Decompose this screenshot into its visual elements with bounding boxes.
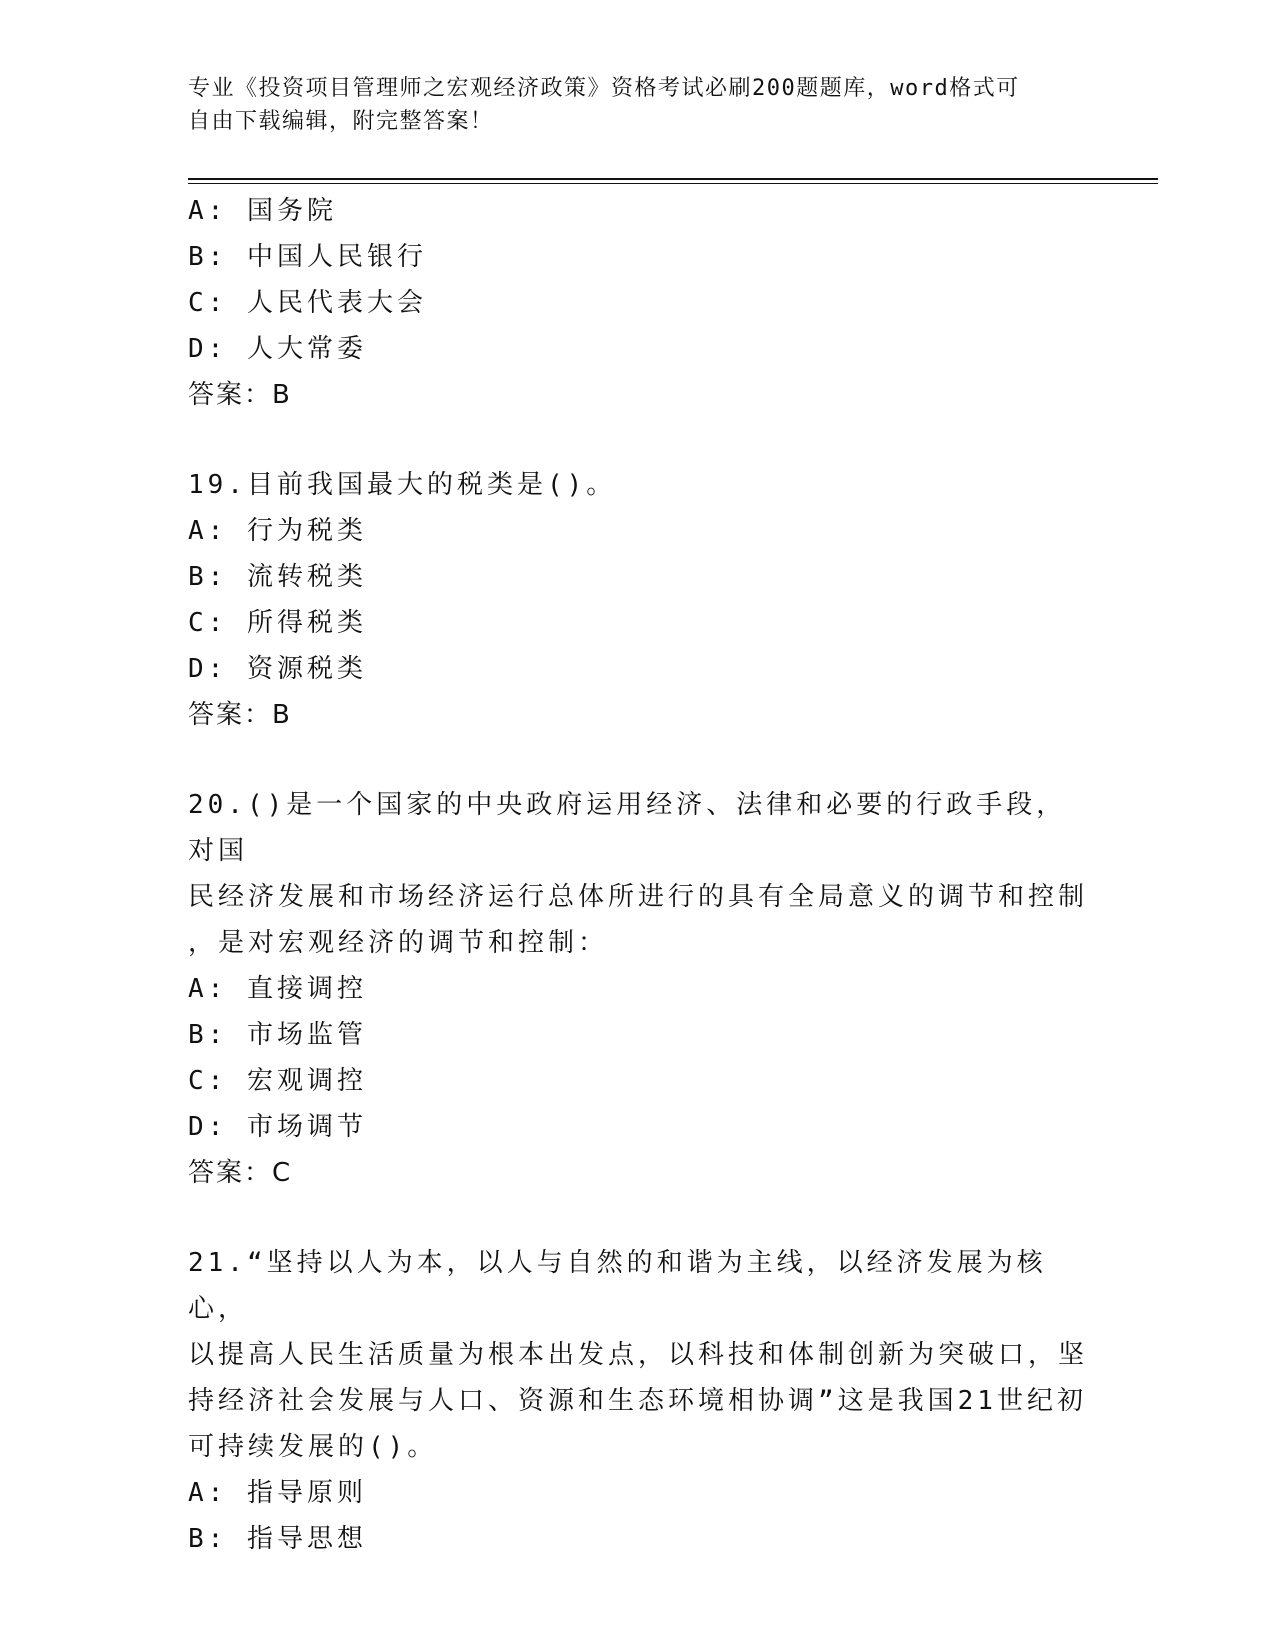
- spacer: [188, 1196, 1088, 1240]
- question-block-21: [188, 1240, 1088, 1562]
- answer-line: 答案：B: [188, 380, 292, 410]
- spacer: [188, 418, 1088, 462]
- header-divider-thick: [188, 178, 1158, 180]
- option-c: C: 宏观调控: [188, 1066, 367, 1096]
- question-stem-line-3: ，是对宏观经济的调节和控制：: [188, 928, 609, 958]
- option-b: B: 指导思想: [188, 1524, 367, 1554]
- question-block-20: [188, 782, 1088, 1196]
- answer-line: 答案：C: [188, 1158, 293, 1188]
- document-header: [188, 72, 1068, 138]
- question-list: [188, 188, 1088, 1562]
- option-b: B: 中国人民银行: [188, 242, 427, 272]
- option-b: B: 流转税类: [188, 562, 367, 592]
- header-title-line-1: 专业《投资项目管理师之宏观经济政策》资格考试必刷200题题库，word格式可: [188, 76, 1020, 101]
- option-d: D: 资源税类: [188, 654, 367, 684]
- question-stem-line-1: 20.()是一个国家的中央政府运用经济、法律和必要的行政手段，对国: [188, 790, 1067, 866]
- option-a: A: 直接调控: [188, 974, 367, 1004]
- header-title-line-2: 自由下载编辑，附完整答案！: [188, 109, 494, 134]
- question-stem: 19.目前我国最大的税类是()。: [188, 470, 617, 500]
- header-divider-thin: [188, 183, 1158, 184]
- question-block-18: [188, 188, 1088, 418]
- option-d: D: 人大常委: [188, 334, 367, 364]
- question-stem-line-2: 以提高人民生活质量为根本出发点，以科技和体制创新为突破口，坚: [188, 1340, 1089, 1370]
- option-c: C: 所得税类: [188, 608, 367, 638]
- question-stem-line-4: 可持续发展的()。: [188, 1432, 438, 1462]
- question-stem-line-3: 持经济社会发展与人口、资源和生态环境相协调”这是我国21世纪初: [188, 1386, 1087, 1416]
- option-a: A: 国务院: [188, 196, 337, 226]
- option-d: D: 市场调节: [188, 1112, 367, 1142]
- option-a: A: 指导原则: [188, 1478, 367, 1508]
- option-c: C: 人民代表大会: [188, 288, 427, 318]
- question-block-19: [188, 462, 1088, 738]
- option-b: B: 市场监管: [188, 1020, 367, 1050]
- spacer: [188, 738, 1088, 782]
- question-stem-line-2: 民经济发展和市场经济运行总体所进行的具有全局意义的调节和控制: [188, 882, 1089, 912]
- option-a: A: 行为税类: [188, 516, 367, 546]
- question-stem-line-1: 21.“坚持以人为本，以人与自然的和谐为主线，以经济发展为核心，: [188, 1248, 1047, 1324]
- answer-line: 答案：B: [188, 700, 292, 730]
